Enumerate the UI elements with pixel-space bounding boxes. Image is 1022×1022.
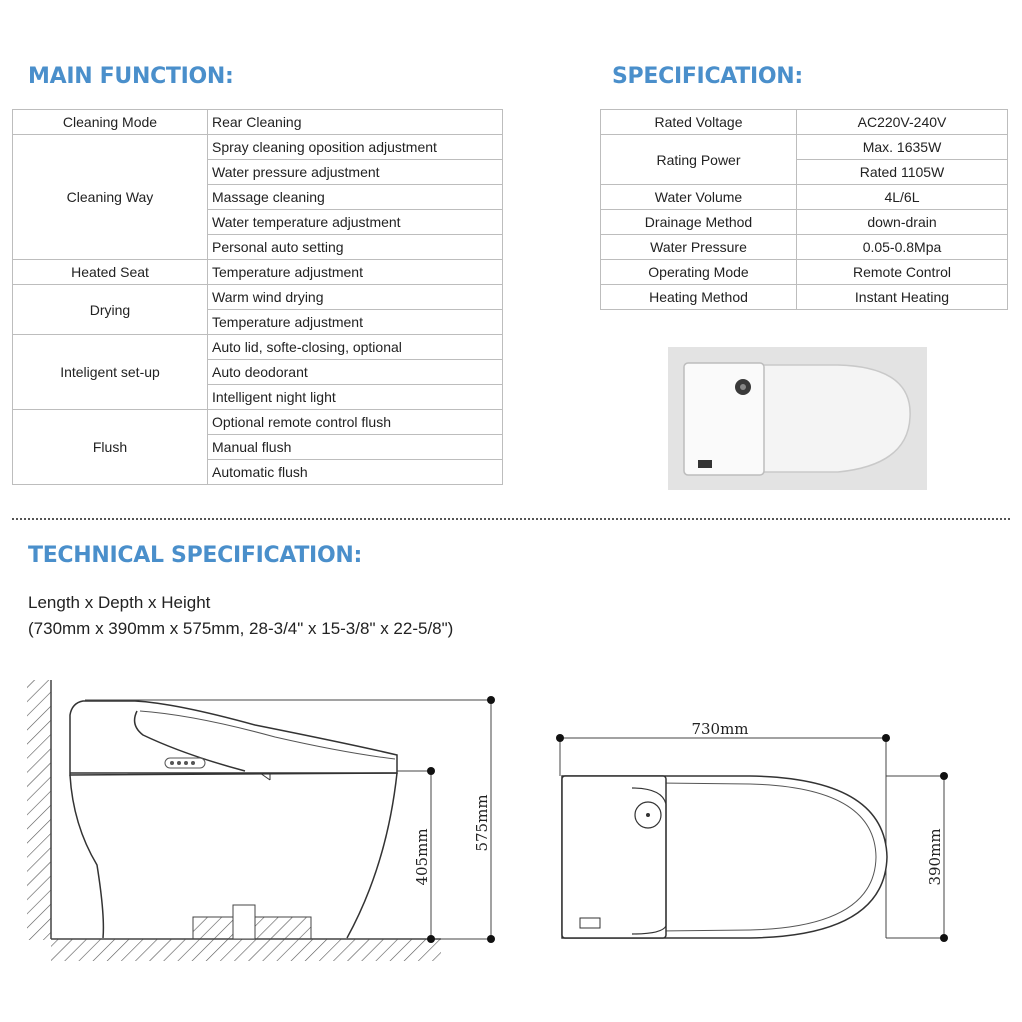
feature-cell: Auto lid, softe-closing, optional bbox=[208, 335, 503, 360]
category-cell: Cleaning Way bbox=[13, 135, 208, 260]
spec-label-cell: Water Volume bbox=[601, 185, 797, 210]
feature-cell: Rear Cleaning bbox=[208, 110, 503, 135]
spec-label-cell: Heating Method bbox=[601, 285, 797, 310]
section-divider bbox=[12, 518, 1010, 520]
table-row bbox=[601, 235, 1008, 260]
main-function-heading: MAIN FUNCTION: bbox=[28, 64, 234, 89]
length-label: 730mm bbox=[691, 720, 749, 738]
feature-cell: Spray cleaning oposition adjustment bbox=[208, 135, 503, 160]
feature-cell: Automatic flush bbox=[208, 460, 503, 485]
table-row bbox=[601, 135, 1008, 160]
category-cell: Heated Seat bbox=[13, 260, 208, 285]
table-row bbox=[601, 285, 1008, 310]
spec-label-cell: Rated Voltage bbox=[601, 110, 797, 135]
category-cell: Flush bbox=[13, 410, 208, 485]
feature-cell: Massage cleaning bbox=[208, 185, 503, 210]
depth-label: 390mm bbox=[926, 828, 944, 886]
table-row bbox=[13, 410, 503, 435]
spec-value-cell: down-drain bbox=[797, 210, 1008, 235]
seat-height-label: 405mm bbox=[413, 828, 431, 886]
spec-value-cell: 0.05-0.8Mpa bbox=[797, 235, 1008, 260]
table-row bbox=[601, 260, 1008, 285]
feature-cell: Intelligent night light bbox=[208, 385, 503, 410]
spec-label-cell: Rating Power bbox=[601, 135, 797, 185]
spec-label-cell: Water Pressure bbox=[601, 235, 797, 260]
spec-value-cell: Max. 1635W bbox=[797, 135, 1008, 160]
table-row bbox=[601, 210, 1008, 235]
spec-value-cell: Rated 1105W bbox=[797, 160, 1008, 185]
category-cell: Cleaning Mode bbox=[13, 110, 208, 135]
main-function-table bbox=[12, 109, 503, 485]
table-row bbox=[601, 110, 1008, 135]
table-row bbox=[13, 135, 503, 160]
spec-value-cell: Instant Heating bbox=[797, 285, 1008, 310]
top-view-drawing bbox=[550, 712, 970, 952]
table-row bbox=[13, 335, 503, 360]
specification-heading: SPECIFICATION: bbox=[612, 64, 803, 89]
category-cell: Inteligent set-up bbox=[13, 335, 208, 410]
spec-label-cell: Drainage Method bbox=[601, 210, 797, 235]
table-row bbox=[601, 185, 1008, 210]
dimensions-value: (730mm x 390mm x 575mm, 28-3/4" x 15-3/8" x 22-5/8") bbox=[28, 619, 454, 638]
product-photo bbox=[668, 347, 927, 490]
total-height-label: 575mm bbox=[473, 794, 491, 852]
table-row bbox=[13, 260, 503, 285]
feature-cell: Water temperature adjustment bbox=[208, 210, 503, 235]
spec-value-cell: Remote Control bbox=[797, 260, 1008, 285]
dimensions-text bbox=[28, 590, 453, 642]
feature-cell: Optional remote control flush bbox=[208, 410, 503, 435]
dimensions-label: Length x Depth x Height bbox=[28, 593, 211, 612]
spec-value-cell: 4L/6L bbox=[797, 185, 1008, 210]
specification-table bbox=[600, 109, 1008, 310]
feature-cell: Manual flush bbox=[208, 435, 503, 460]
feature-cell: Warm wind drying bbox=[208, 285, 503, 310]
feature-cell: Water pressure adjustment bbox=[208, 160, 503, 185]
feature-cell: Temperature adjustment bbox=[208, 260, 503, 285]
feature-cell: Personal auto setting bbox=[208, 235, 503, 260]
table-row bbox=[13, 285, 503, 310]
feature-cell: Auto deodorant bbox=[208, 360, 503, 385]
table-row bbox=[13, 110, 503, 135]
spec-value-cell: AC220V-240V bbox=[797, 110, 1008, 135]
side-view-drawing bbox=[25, 675, 505, 975]
spec-label-cell: Operating Mode bbox=[601, 260, 797, 285]
technical-specification-heading: TECHNICAL SPECIFICATION: bbox=[28, 543, 362, 568]
category-cell: Drying bbox=[13, 285, 208, 335]
feature-cell: Temperature adjustment bbox=[208, 310, 503, 335]
